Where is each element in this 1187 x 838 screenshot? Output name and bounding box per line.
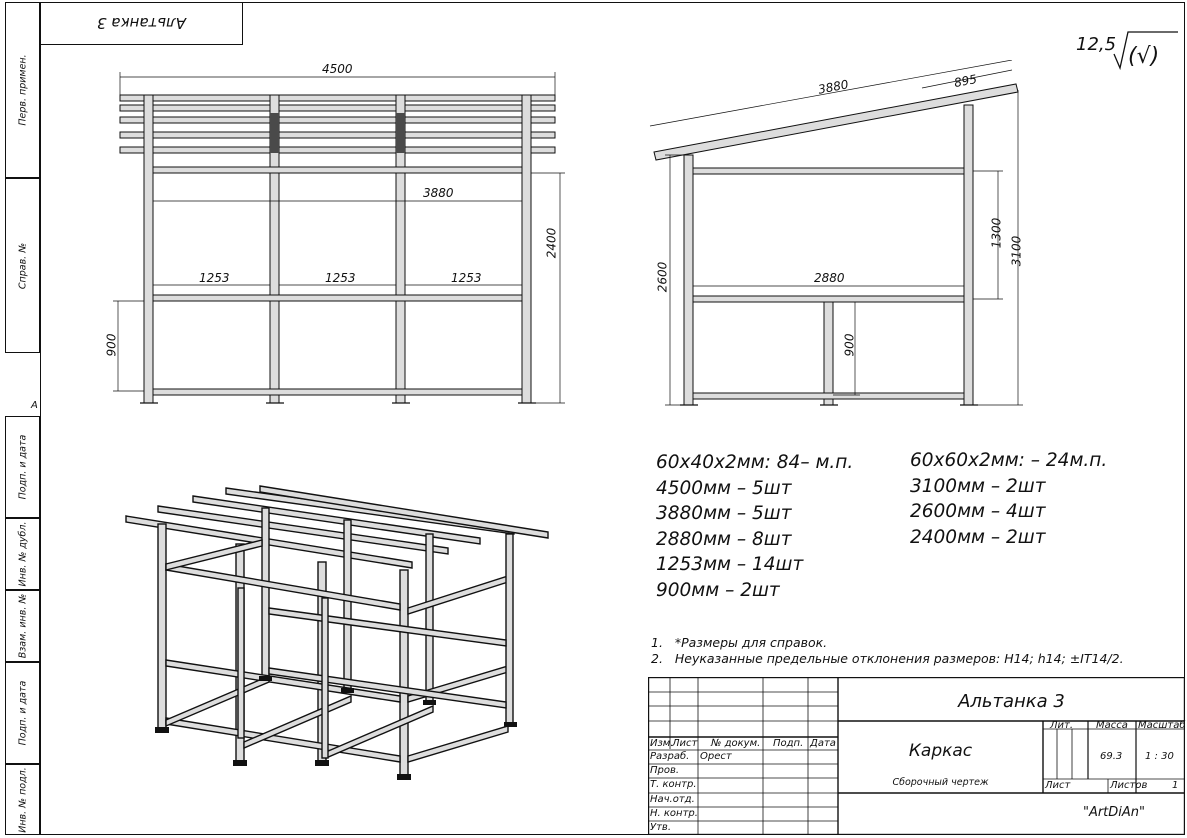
spec-list-left [656,450,853,603]
tb-title: Альтанка 3 [958,690,1065,712]
tb-role: Разраб. [650,751,690,762]
tb-role: Утв. [650,822,671,833]
spec-left-row: 4500мм – 5шт [656,477,792,499]
side-cell-perv [5,2,40,178]
note-text: *Размеры для справок. [674,635,828,650]
tb-role: Пров. [650,765,680,776]
tb-header-podp: Подп. [773,738,804,749]
spec-list-right [910,448,1107,550]
side-cell-podp2 [5,662,40,764]
note-item [651,651,1124,667]
stamp-box [40,2,243,45]
side-cell-sprav [5,178,40,353]
spec-left-row: 2880мм – 8шт [656,528,792,550]
dim-front-900: 900 [104,333,119,357]
spec-right-row: 60x60x2мм: – 24м.п. [910,450,1108,471]
spec-left-row: 60x40x2мм: 84– м.п. [656,452,854,473]
isometric-view-drawing [118,480,558,785]
roughness-symbol [1068,22,1178,72]
notes [651,635,1124,667]
dim-front-2400: 2400 [544,227,559,259]
side-strip [5,2,40,835]
tb-header-list: Лист [672,738,698,749]
tb-part-name: Каркас [908,741,973,761]
spec-left-row: 1253мм – 14шт [656,554,804,575]
side-view-drawing [640,60,1035,415]
note-number: 2. [651,651,663,666]
tb-doc-type: Сборочный чертеж [892,777,989,788]
tb-company: "ArtDiAn" [1082,805,1146,820]
tb-role: Н. контр. [650,808,698,819]
roughness-value: 12,5 [1076,34,1117,55]
side-cell-dubl [5,518,40,590]
dim-side-3100: 3100 [1009,235,1024,267]
vzam-inv-label: Взам. инв. № [17,593,28,659]
tb-mass-value: 69.3 [1100,751,1123,762]
podp-data-label-1: Подп. и дата [17,434,28,500]
note-text: Неуказанные предельные отклонения размеров: H14; h14; ±IT14/2. [674,651,1124,666]
tb-scale-label: Масштаб [1138,720,1186,731]
sprav-label: Справ. № [17,242,28,289]
title-block [648,677,1185,835]
perv-primen-label: Перв. примен. [17,54,28,126]
dim-front-bay-2: 1253 [325,271,356,285]
tb-header-data: Дата [810,738,836,749]
tb-sheets-value: 1 [1172,780,1179,791]
tb-sheet-label: Лист [1045,780,1071,791]
dim-side-895: 895 [952,71,979,91]
side-cell-podl [5,764,40,835]
dim-side-2600: 2600 [655,261,670,293]
tb-scale-value: 1 : 30 [1145,751,1174,762]
spec-left-row: 900мм – 2шт [656,579,780,601]
side-cell-vzam [5,590,40,662]
dim-front-3880: 3880 [423,186,454,200]
dim-side-2880: 2880 [814,271,845,285]
inv-dubl-label: Инв. № дубл. [17,521,28,587]
side-cell-podp1 [5,416,40,518]
tb-header-doc: № докум. [711,738,761,749]
front-view-drawing [100,55,580,415]
dim-front-bay-1: 1253 [199,271,230,285]
roughness-sym: (√) [1128,44,1160,69]
tb-lit-label: Лит. [1050,720,1074,731]
dim-side-900: 900 [842,333,857,357]
dim-front-4500: 4500 [322,62,353,76]
tb-header-izm: Изм. [650,738,674,749]
tb-sheets-label: Листов [1110,780,1148,791]
spec-right-row: 3100мм – 2шт [910,475,1046,497]
tb-mass-label: Масса [1096,720,1128,731]
tb-role: Т. контр. [650,779,697,790]
stamp-text: Альтанка 3 [97,14,186,33]
dim-side-1300: 1300 [989,217,1004,249]
inv-podl-label: Инв. № подл. [17,766,28,833]
dim-side-3880: 3880 [816,77,850,97]
spec-right-row: 2600мм – 4шт [910,501,1046,522]
tb-role: Нач.отд. [650,794,695,805]
note-item [651,635,1124,651]
spec-right-row: 2400мм – 2шт [910,526,1046,548]
spec-left-row: 3880мм – 5шт [656,503,792,524]
tb-developer: Орест [700,751,732,762]
note-number: 1. [651,635,663,650]
mark-a: А [31,400,38,411]
dim-front-bay-3: 1253 [451,271,482,285]
podp-data-label-2: Подп. и дата [17,680,28,746]
